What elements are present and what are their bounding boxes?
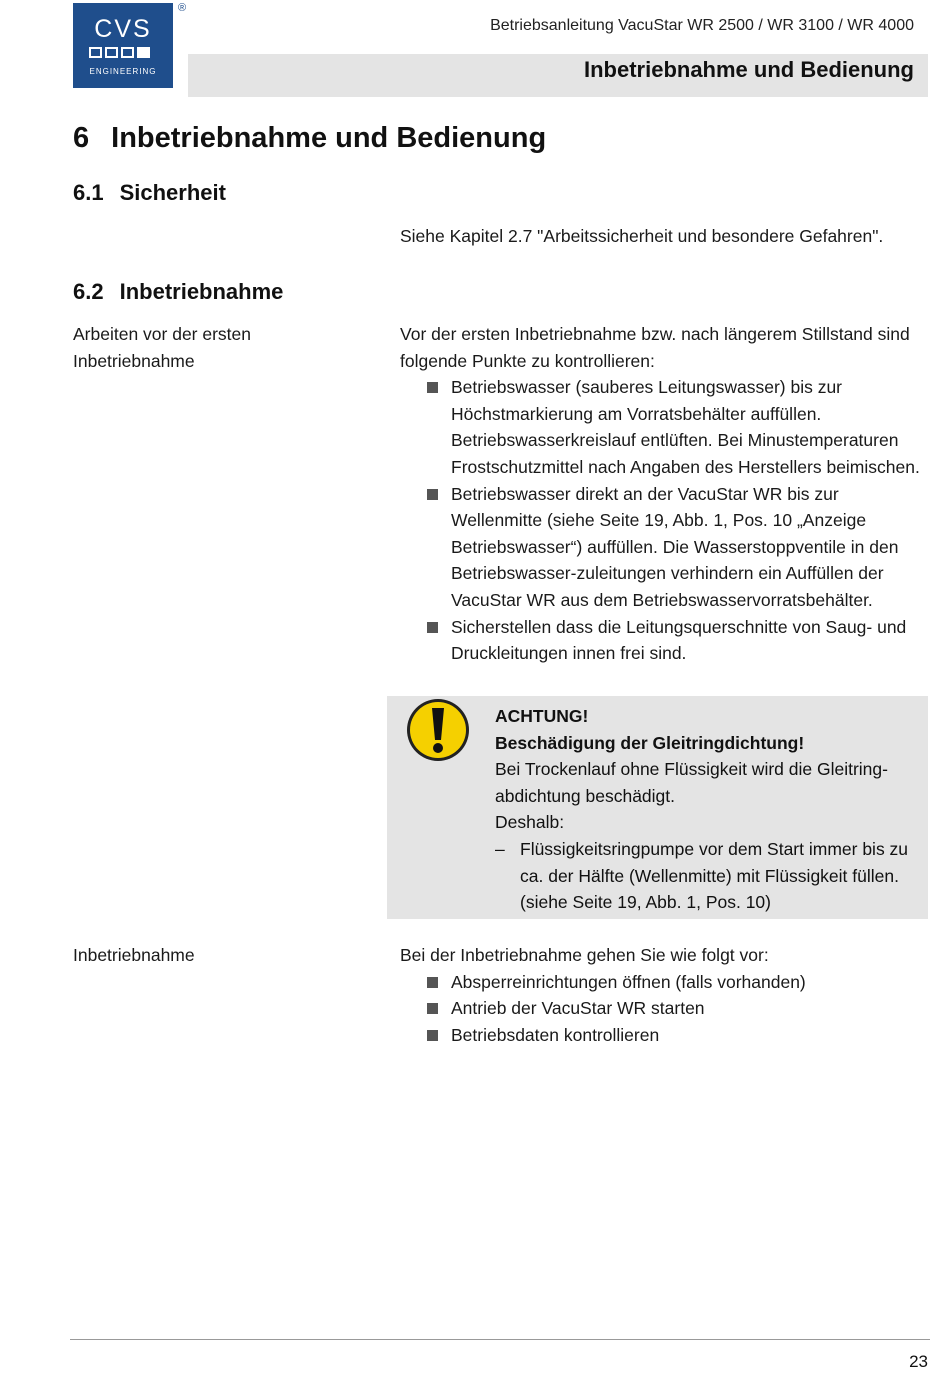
safety-text: Siehe Kapitel 2.7 "Arbeitssicherheit und besondere Gefahren". (400, 226, 884, 246)
square-bullet-icon (427, 382, 438, 393)
side-label-before-start (73, 321, 251, 374)
chapter-heading (73, 122, 546, 155)
list-item (400, 1022, 930, 1049)
list-item (495, 836, 915, 916)
list-item (400, 614, 930, 667)
list-item-text: Betriebswasser direkt an der VacuStar WR bis zur Wellenmitte (siehe Seite 19, Abb. 1, Pos. 10 „Anzeige Betriebswasser“) auffüllen. Die Wasserstoppventile in den Betriebswasser-zuleitungen verhindern ein Auffüllen der VacuStar WR aus dem Betriebswasservorratsbehälter. (451, 483, 899, 610)
list-item (400, 481, 930, 614)
warning-description: Bei Trockenlauf ohne Flüssigkeit wird die Gleitring-abdichtung beschädigt. (495, 759, 888, 806)
pre-start-checklist (400, 321, 930, 667)
logo-subtext: ENGINEERING (89, 67, 157, 76)
warning-box (387, 696, 928, 919)
page-number: 23 (909, 1352, 928, 1371)
list-item-text: Sicherstellen dass die Leitungsquerschnitte von Saug- und Druckleitungen innen frei sind. (451, 616, 907, 664)
warning-subheading: Beschädigung der Gleitringdichtung! (495, 732, 805, 753)
logo-squares (89, 47, 150, 58)
company-logo (73, 3, 173, 88)
chapter-title: Inbetriebnahme und Bedienung (111, 122, 547, 154)
checklist (400, 374, 930, 667)
section-heading-commissioning (73, 279, 283, 305)
section-title: Inbetriebnahme (119, 279, 284, 304)
section-heading-safety (73, 180, 226, 206)
square-bullet-icon (427, 1030, 438, 1041)
section-number: 6.1 (73, 180, 104, 205)
header-title: Inbetriebnahme und Bedienung (583, 57, 914, 82)
list-item (400, 374, 930, 480)
list-item-text: Betriebsdaten kontrollieren (451, 1024, 660, 1045)
warning-heading: ACHTUNG! (495, 706, 589, 726)
startup-intro: Bei der Inbetriebnahme gehen Sie wie folgt vor: (400, 945, 769, 965)
section-title: Sicherheit (119, 180, 226, 205)
dash-marker: – (495, 838, 505, 859)
square-bullet-icon (427, 1003, 438, 1014)
startup-steps (400, 942, 930, 1048)
registered-mark: ® (178, 2, 187, 14)
square-bullet-icon (427, 622, 438, 633)
side-label-line: Inbetriebnahme (73, 350, 195, 371)
list-item-text: Antrieb der VacuStar WR starten (451, 998, 705, 1019)
footer-divider (70, 1339, 930, 1340)
warning-therefore: Deshalb: (495, 812, 565, 833)
exclamation-warning-icon (403, 696, 473, 766)
list-item-text: Absperreinrichtungen öffnen (falls vorhanden) (451, 971, 806, 992)
document-subtitle: Betriebsanleitung VacuStar WR 2500 / WR 3100 / WR 4000 (490, 17, 914, 34)
list-item (400, 969, 930, 996)
list-item (400, 995, 930, 1022)
startup-list (400, 969, 930, 1049)
warning-text (495, 703, 915, 916)
square-bullet-icon (427, 977, 438, 988)
logo-text: CVS (94, 15, 152, 43)
warning-actions (495, 836, 915, 916)
side-label-startup: Inbetriebnahme (73, 945, 195, 965)
section-number: 6.2 (73, 279, 104, 304)
square-bullet-icon (427, 489, 438, 500)
chapter-number: 6 (73, 122, 90, 154)
side-label-line: Arbeiten vor der ersten (73, 324, 252, 344)
list-item-text: Betriebswasser (sauberes Leitungswasser) bis zur Höchstmarkierung am Vorratsbehälter auffüllen. Betriebswasserkreislauf entlüften. Bei Minustemperaturen Frostschutzmittel nach Angaben des Herstellers beimischen. (451, 377, 920, 477)
warning-action-text: Flüssigkeitsringpumpe vor dem Start immer bis zu ca. der Hälfte (Wellenmitte) mit Flüssigkeit füllen. (siehe Seite 19, Abb. 1, Pos. 10) (520, 838, 909, 913)
checklist-intro: Vor der ersten Inbetriebnahme bzw. nach längerem Stillstand sind folgende Punkte zu kontrollieren: (400, 324, 910, 371)
